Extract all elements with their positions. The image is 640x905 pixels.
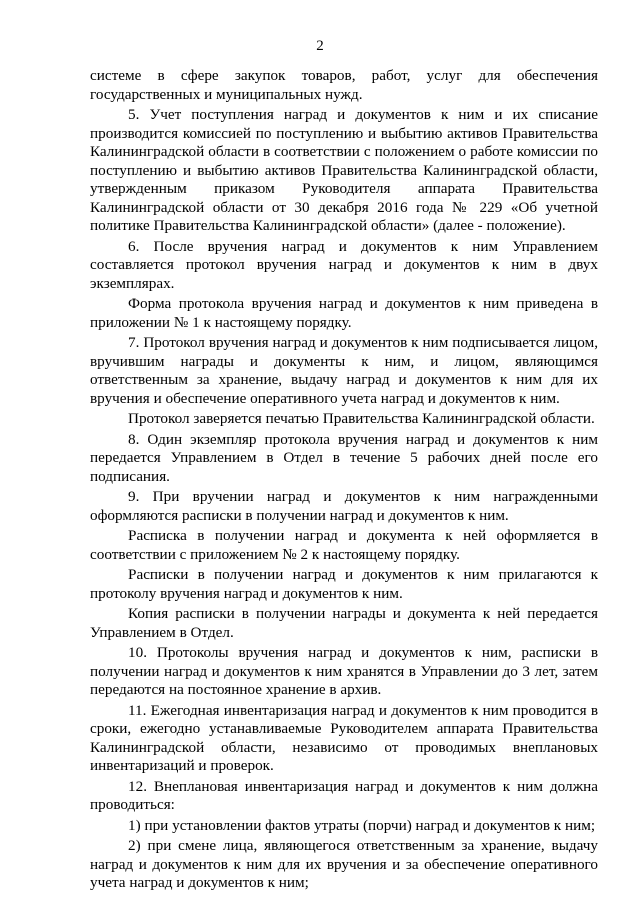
paragraph-item-10: 10. Протоколы вручения наград и документов к ним, расписки в получении наград и документов к ним хранятся в Управлении до 3 лет, затем передаются на постоянное хранение в архив.	[90, 644, 598, 698]
document-body	[90, 67, 598, 895]
paragraph-item-7: 7. Протокол вручения наград и документов к ним подписывается лицом, вручившим награды и документы к ним, и лицом, являющимся ответственным за хранение, выдачу наград и документов к ним для их вручения и обеспечение оперативного учета наград и документов к ним.	[90, 334, 598, 407]
paragraph-subitem-1: 1) при установлении фактов утраты (порчи) наград и документов к ним;	[128, 816, 596, 834]
paragraph-receipt-copy: Копия расписки в получении награды и документа к ней передается Управлением в Отдел.	[90, 605, 598, 641]
paragraph-item-6: 6. После вручения наград и документов к ним Управлением составляется протокол вручения наград и документов к ним в двух экземплярах.	[90, 237, 598, 292]
page-number: 2	[316, 38, 324, 54]
paragraph-protocol-form: Форма протокола вручения наград и документов к ним приведена в приложении № 1 к настоящему порядку.	[90, 295, 598, 331]
paragraph-item-5: 5. Учет поступления наград и документов к ним и их списание производится комиссией по поступлению и выбытию активов Правительства Калининградской области в соответствии с положением о работе комиссии по поступлению и выбытию активов Правительства Калининградской области, утвержденным приказом Руководителя аппарата Правительства Калининградской области от 30 декабря 2016 года № 229 «Об учетной политике Правительства Калининградской области» (далее - положение).	[90, 106, 598, 234]
paragraph-receipts-attached: Расписки в получении наград и документов к ним прилагаются к протоколу вручения наград и документов к ним.	[90, 566, 598, 602]
paragraph-item-8: 8. Один экземпляр протокола вручения наград и документов к ним передается Управлением в Отдел в течение 5 рабочих дней после его подписания.	[90, 430, 598, 485]
paragraph-subitem-2: 2) при смене лица, являющегося ответственным за хранение, выдачу наград и документов к ним для их вручения и за обеспечение оперативного учета наград и документов к ним;	[90, 837, 598, 891]
paragraph-continuation: системе в сфере закупок товаров, работ, услуг для обеспечения государственных и муниципальных нужд.	[90, 67, 598, 103]
paragraph-item-12: 12. Внеплановая инвентаризация наград и документов к ним должна проводиться:	[90, 777, 598, 813]
paragraph-item-9: 9. При вручении наград и документов к ним награжденными оформляются расписки в получении наград и документов к ним.	[90, 488, 598, 524]
paragraph-protocol-seal: Протокол заверяется печатью Правительства Калининградской области.	[128, 410, 595, 427]
paragraph-receipt-form: Расписка в получении наград и документа к ней оформляется в соответствии с приложением № 2 к настоящему порядку.	[90, 527, 598, 563]
paragraph-item-11: 11. Ежегодная инвентаризация наград и документов к ним проводится в сроки, ежегодно устанавливаемые Руководителем аппарата Правительства Калининградской области, независимо от проводимых внеплановых инвентаризаций и проверок.	[90, 701, 598, 774]
